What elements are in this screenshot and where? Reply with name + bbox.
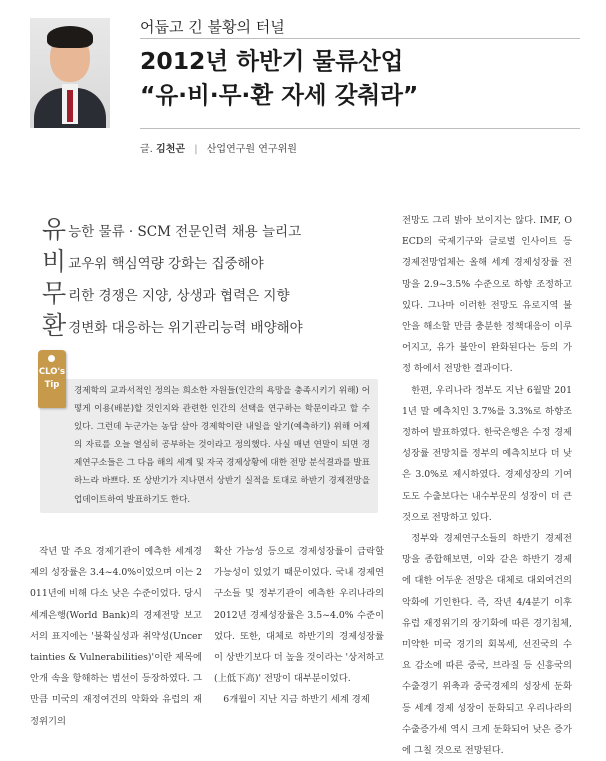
paragraph: 작년 말 주요 경제기관이 예측한 세계경제의 성장률은 3.4~4.0%이었으며 이는 2011년에 비해 다소 낮은 수준이었다. 당시 세계은행(World Bank)의 경제전망 보고서의 표지에는 '불확실성과 취약성(Uncertainties & Vulnerabilities)'이란 제목에 안개 속을 항해하는 범선이 등장하였다. 그만큼 미국의 재정여건의 악화와 유럽의 재정위기의 [30, 546, 202, 727]
highlight-item: 무리한 경쟁은 지양, 상생과 협력은 지향 [42, 279, 290, 308]
paragraph: 전망도 그리 밝아 보이지는 않다. IMF, OECD의 국제기구와 글로벌 인사이트 등 경제전망업체는 올해 세계 경제성장률 전망을 2.9~3.5% 수준으로 하향 조정하고 있다. 그나마 이러한 전망도 유로지역 불안을 해소할 만큼 충분한 정책대응이 이루어지고, 유가 불안이 완화된다는 등의 가정 하에서 전망한 결과이다. [402, 215, 572, 375]
body-column-left [30, 541, 202, 732]
author-photo [30, 18, 110, 128]
highlight-item: 환경변화 대응하는 위기관리능력 배양해야 [42, 311, 303, 340]
paragraph: 확산 가능성 등으로 경제성장률이 급락할 가능성이 있었기 때문이었다. 국내 경제연구소들 및 정부기관이 예측한 우리나라의 2012년 경제성장률은 3.5~4.0% 수준이었다. 또한, 대체로 하반기의 경제성장률이 상반기보다 더 높을 것이라는 '상저하고(上低下高)' 전망이 대부분이었다. [214, 546, 385, 685]
byline-label: 글. [140, 144, 153, 155]
author-affiliation: 산업연구원 연구위원 [206, 144, 297, 155]
highlights [42, 210, 303, 338]
tip-tag-line-1: CLO's [38, 367, 66, 377]
title-line-1: 2012년 하반기 물류산업 [140, 47, 404, 75]
divider [140, 128, 580, 129]
tip-box [40, 379, 378, 513]
author-name: 김천곤 [156, 144, 186, 155]
paragraph: 한편, 우리나라 정부도 지난 6월말 2011년 말 예측치인 3.7%를 3.3%로 하향조정하여 발표하였다. 한국은행은 수정 경제성장률 전망치를 정부의 예측치보다 더 낮은 3.0%로 제시하였다. 경제성장의 기여도도 수출보다는 내수부문의 성장이 더 큰 것으로 전망하고 있다. [402, 384, 572, 523]
title-line-2: “유·비·무·환 자세 갖춰라” [140, 81, 419, 109]
body-column-right [402, 210, 572, 761]
divider [140, 38, 580, 39]
highlight-item: 비교우위 핵심역량 강화는 집중해야 [42, 247, 264, 276]
series-title: 어둡고 긴 불황의 터널 [140, 18, 285, 36]
tip-tag-line-2: Tip [44, 380, 60, 390]
tip-text: 경제학의 교과서적인 정의는 희소한 자원들(인간의 욕망을 충족시키기 위해) 어떻게 이용(배분)할 것인지와 관련한 인간의 선택을 연구하는 학문이라고 할 수 있다. 그런데 누군가는 농담 삼아 경제학이란 내일을 알기(예측하기) 위해 어제의 자료를 오늘 열심히 공부하는 것이라고 정의했다. 사실 매년 연말이 되면 경제연구소들은 그 다음 해의 세계 및 자국 경제상황에 대한 전망 분석결과를 발표하느라 바쁘다. 또 상반기가 지나면서 상반기 실적을 토대로 하반기 경제전망을 업데이트하여 발표하기도 한다. [74, 386, 370, 505]
body-column-middle [214, 541, 384, 711]
paragraph: 정부와 경제연구소들의 하반기 경제전망을 종합해보면, 이와 같은 하반기 경제에 대한 어두운 전망은 대체로 대외여건의 악화에 기인한다. 즉, 작년 4/4분기 이후 유럽 재정위기의 장기화에 따른 경기침체, 미약한 미국 경기의 회복세, 선진국의 수요 감소에 따른 중국, 브라질 등 신흥국의 수출경기 위축과 중국경제의 성장세 둔화 등 세계 경제 성장이 둔화되고 우리나라의 수출증가세 역시 크게 둔화되어 낮은 증가에 그칠 것으로 전망된다. [402, 533, 572, 757]
byline: 글. 김천곤 | 산업연구원 연구위원 [140, 144, 297, 155]
article-title [140, 44, 418, 112]
paragraph: 6개월이 지난 지금 하반기 세계 경제 [223, 694, 370, 706]
highlight-item: 유능한 물류 · SCM 전문인력 채용 늘리고 [42, 215, 302, 244]
tip-tag-icon [38, 350, 66, 408]
